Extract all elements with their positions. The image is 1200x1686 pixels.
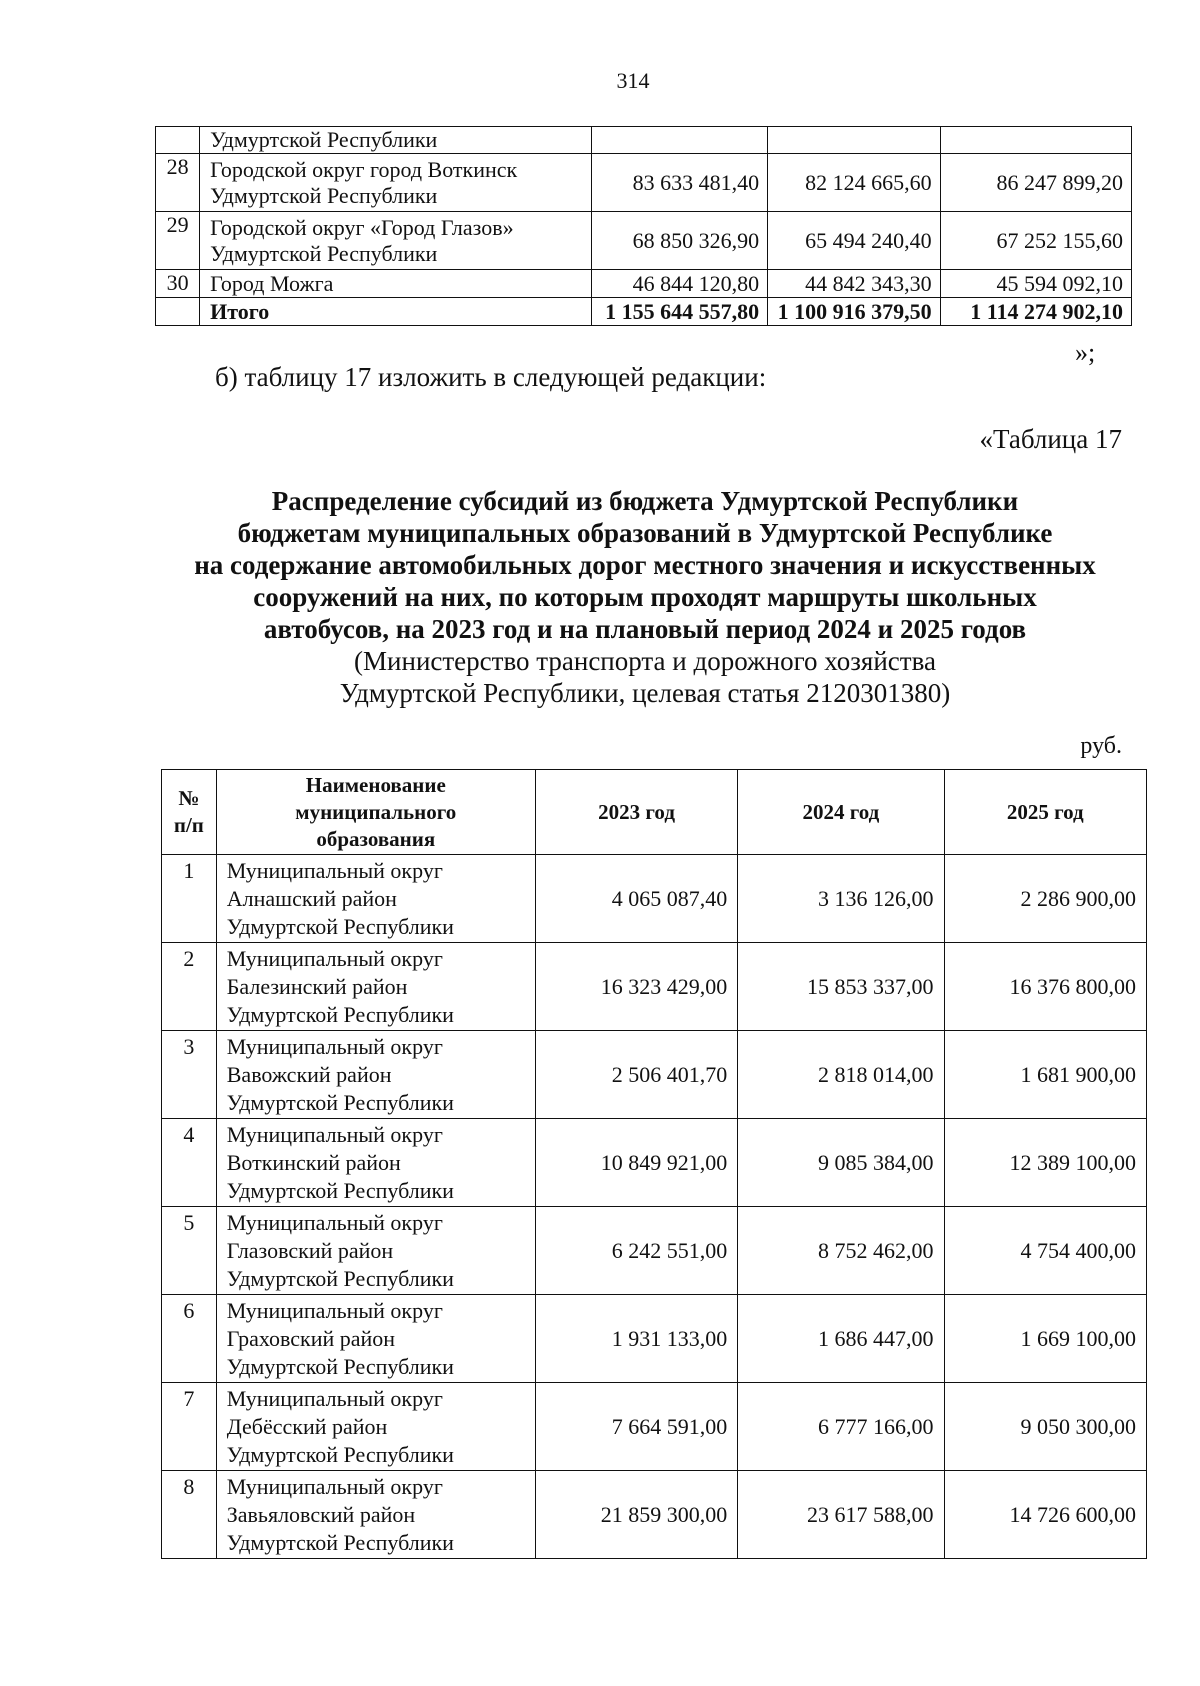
- header-name-line: муниципального: [295, 799, 457, 824]
- value-2023: 10 849 921,00: [535, 1119, 737, 1207]
- municipality-name: Удмуртской Республики: [200, 127, 592, 154]
- value-2024: 65 494 240,40: [768, 212, 941, 270]
- value-2024: [768, 127, 941, 154]
- value-2023: 7 664 591,00: [535, 1383, 737, 1471]
- value-2025: 4 754 400,00: [944, 1207, 1147, 1295]
- header-2023: 2023 год: [535, 770, 737, 855]
- municipality-name: [216, 943, 535, 1031]
- name-line: Удмуртской Республики: [226, 1089, 454, 1115]
- municipality-name: [216, 1383, 535, 1471]
- name-line: Удмуртской Республики: [226, 1265, 454, 1291]
- row-number: 4: [162, 1119, 217, 1207]
- name-line: Муниципальный округ: [226, 1033, 443, 1059]
- row-number: [156, 127, 200, 154]
- name-line: Муниципальный округ: [226, 1385, 443, 1411]
- row-number: [156, 298, 200, 326]
- value-2024: 23 617 588,00: [738, 1471, 944, 1559]
- value-2024: 3 136 126,00: [738, 855, 944, 943]
- municipality-name: Город Можга: [200, 270, 592, 298]
- row-number: 8: [162, 1471, 217, 1559]
- value-2025: [940, 127, 1131, 154]
- value-2024: 9 085 384,00: [738, 1119, 944, 1207]
- instruction-text: б) таблицу 17 изложить в следующей редакции:: [215, 362, 767, 392]
- name-line: Балезинский район: [226, 973, 408, 999]
- name-line: Муниципальный округ: [226, 1473, 443, 1499]
- name-line: Дебёсский район: [226, 1413, 388, 1439]
- value-2024: 1 686 447,00: [738, 1295, 944, 1383]
- header-number-symbol: №: [178, 786, 200, 810]
- total-2023: 1 155 644 557,80: [591, 298, 767, 326]
- name-line: Глазовский район: [226, 1237, 394, 1263]
- name-line: Граховский район: [226, 1325, 396, 1351]
- title-line: Распределение субсидий из бюджета Удмуртской Республики: [271, 486, 1019, 516]
- value-2025: 14 726 600,00: [944, 1471, 1147, 1559]
- value-2024: 6 777 166,00: [738, 1383, 944, 1471]
- value-2025: 86 247 899,20: [940, 154, 1131, 212]
- row-number: 30: [156, 270, 200, 298]
- table-caption: «Таблица 17: [979, 424, 1122, 454]
- table-header-row: [162, 770, 1147, 855]
- value-2023: 4 065 087,40: [535, 855, 737, 943]
- row-number: 5: [162, 1207, 217, 1295]
- name-line: Удмуртской Республики: [226, 1441, 454, 1467]
- value-2023: 46 844 120,80: [591, 270, 767, 298]
- row-number: 28: [156, 154, 200, 212]
- municipality-name: [216, 1295, 535, 1383]
- table-row: [156, 270, 1132, 298]
- value-2025: 16 376 800,00: [944, 943, 1147, 1031]
- header-name: [216, 770, 535, 855]
- name-line: Завьяловский район: [226, 1501, 416, 1527]
- value-2024: 2 818 014,00: [738, 1031, 944, 1119]
- table-row: [162, 1383, 1147, 1471]
- municipality-name: [216, 1031, 535, 1119]
- value-2024: 44 842 343,30: [768, 270, 941, 298]
- table-row: [162, 1031, 1147, 1119]
- closing-quote: »;: [1075, 338, 1096, 367]
- title-line: сооружений на них, по которым проходят маршруты школьных: [253, 582, 1037, 612]
- header-2024: 2024 год: [738, 770, 944, 855]
- value-2024: 8 752 462,00: [738, 1207, 944, 1295]
- name-line: Вавожский район: [226, 1061, 392, 1087]
- municipality-name: [216, 1119, 535, 1207]
- value-2023: 68 850 326,90: [591, 212, 767, 270]
- name-line: Муниципальный округ: [226, 1209, 443, 1235]
- total-2024: 1 100 916 379,50: [768, 298, 941, 326]
- name-line: Удмуртской Республики: [226, 1177, 454, 1203]
- title-line: на содержание автомобильных дорог местного значения и искусственных: [194, 550, 1096, 580]
- municipality-name: [216, 1471, 535, 1559]
- table-row: [162, 1471, 1147, 1559]
- municipality-name: [216, 855, 535, 943]
- name-line: Удмуртской Республики: [226, 1353, 454, 1379]
- total-2025: 1 114 274 902,10: [940, 298, 1131, 326]
- page-number: 314: [616, 68, 650, 93]
- subtitle-line: Удмуртской Республики, целевая статья 2120301380): [339, 678, 951, 708]
- value-2025: 9 050 300,00: [944, 1383, 1147, 1471]
- row-number: 3: [162, 1031, 217, 1119]
- table-row: [156, 127, 1132, 154]
- name-line: Муниципальный округ: [226, 1297, 443, 1323]
- table-row: [162, 1207, 1147, 1295]
- value-2025: 67 252 155,60: [940, 212, 1131, 270]
- value-2023: 83 633 481,40: [591, 154, 767, 212]
- total-row: [156, 298, 1132, 326]
- value-2023: [591, 127, 767, 154]
- row-number: 2: [162, 943, 217, 1031]
- name-line: Муниципальный округ: [226, 1121, 443, 1147]
- header-2025: 2025 год: [944, 770, 1147, 855]
- title-line: бюджетам муниципальных образований в Удмуртской Республике: [237, 518, 1053, 548]
- total-label: Итого: [200, 298, 592, 326]
- table-row: [162, 855, 1147, 943]
- name-line: Муниципальный округ: [226, 857, 443, 883]
- row-number: 29: [156, 212, 200, 270]
- value-2023: 1 931 133,00: [535, 1295, 737, 1383]
- table-row: [162, 1295, 1147, 1383]
- subsidy-distribution-table: [161, 769, 1147, 1559]
- name-line: Алнашский район: [226, 885, 397, 911]
- table-row: [162, 1119, 1147, 1207]
- value-2025: 2 286 900,00: [944, 855, 1147, 943]
- name-line: Муниципальный округ: [226, 945, 443, 971]
- currency-unit: руб.: [1080, 733, 1122, 759]
- subtitle-line: (Министерство транспорта и дорожного хозяйства: [354, 646, 936, 676]
- value-2023: 6 242 551,00: [535, 1207, 737, 1295]
- municipality-name: Городской округ «Город Глазов» Удмуртской Республики: [200, 212, 592, 270]
- row-number: 6: [162, 1295, 217, 1383]
- value-2024: 15 853 337,00: [738, 943, 944, 1031]
- previous-table-continuation: [155, 126, 1132, 326]
- value-2025: 12 389 100,00: [944, 1119, 1147, 1207]
- municipality-name: Городской округ город Воткинск Удмуртской Республики: [200, 154, 592, 212]
- table-title: [150, 485, 1140, 709]
- value-2023: 2 506 401,70: [535, 1031, 737, 1119]
- row-number: 7: [162, 1383, 217, 1471]
- value-2024: 82 124 665,60: [768, 154, 941, 212]
- table-row: [162, 943, 1147, 1031]
- value-2025: 1 681 900,00: [944, 1031, 1147, 1119]
- header-number-abbr: п/п: [173, 813, 204, 837]
- name-line: Удмуртской Республики: [226, 1001, 454, 1027]
- table-row: [156, 154, 1132, 212]
- value-2025: 45 594 092,10: [940, 270, 1131, 298]
- value-2023: 21 859 300,00: [535, 1471, 737, 1559]
- municipality-name: [216, 1207, 535, 1295]
- title-line: автобусов, на 2023 год и на плановый период 2024 и 2025 годов: [263, 614, 1027, 644]
- table-row: [156, 212, 1132, 270]
- row-number: 1: [162, 855, 217, 943]
- header-name-line: образования: [316, 826, 436, 851]
- name-line: Воткинский район: [226, 1149, 401, 1175]
- value-2023: 16 323 429,00: [535, 943, 737, 1031]
- header-number: [162, 770, 217, 855]
- header-name-line: Наименование: [305, 772, 446, 797]
- value-2025: 1 669 100,00: [944, 1295, 1147, 1383]
- name-line: Удмуртской Республики: [226, 913, 454, 939]
- name-line: Удмуртской Республики: [226, 1529, 454, 1555]
